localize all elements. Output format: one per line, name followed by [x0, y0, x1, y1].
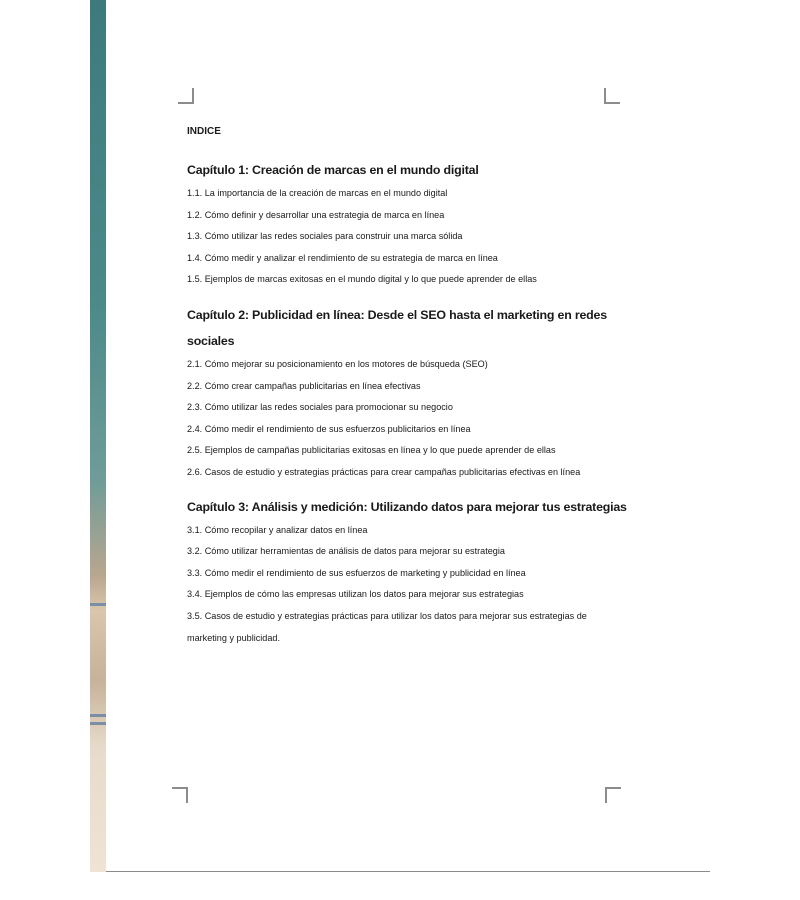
toc-item: 1.5. Ejemplos de marcas exitosas en el mundo digital y lo que puede aprender de ellas — [187, 274, 537, 285]
background-window-strip — [90, 0, 106, 872]
toc-item: 3.3. Cómo medir el rendimiento de sus esfuerzos de marketing y publicidad en línea — [187, 567, 526, 578]
toc-item: 2.1. Cómo mejorar su posicionamiento en los motores de búsqueda (SEO) — [187, 358, 488, 369]
toc-item: 3.4. Ejemplos de cómo las empresas utilizan los datos para mejorar sus estrategias — [187, 589, 524, 600]
chapter-title: Capítulo 2: Publicidad en línea: Desde el SEO hasta el marketing en redes sociales — [187, 307, 607, 348]
toc-item: 2.5. Ejemplos de campañas publicitarias exitosas en línea y lo que puede aprender de ellas — [187, 445, 556, 456]
toc-item: 2.2. Cómo crear campañas publicitarias en línea efectivas — [187, 380, 421, 391]
chapter-title: Capítulo 1: Creación de marcas en el mundo digital — [187, 163, 479, 177]
toc-item: 1.2. Cómo definir y desarrollar una estrategia de marca en línea — [187, 209, 445, 220]
toc-item: 2.4. Cómo medir el rendimiento de sus esfuerzos publicitarios en línea — [187, 423, 471, 434]
crop-mark-top-left — [178, 88, 194, 104]
index-title: INDICE — [187, 126, 221, 137]
toc-item: 3.2. Cómo utilizar herramientas de análisis de datos para mejorar su estrategia — [187, 546, 505, 557]
crop-mark-top-right — [604, 88, 620, 104]
chapter-title: Capítulo 3: Análisis y medición: Utilizando datos para mejorar tus estrategias — [187, 499, 627, 514]
crop-mark-bottom-right — [605, 787, 621, 803]
toc-item: 1.1. La importancia de la creación de marcas en el mundo digital — [187, 188, 448, 198]
chapter-1 — [187, 157, 627, 291]
background-detail — [90, 722, 106, 725]
table-of-contents — [187, 123, 627, 649]
toc-item: 3.1. Cómo recopilar y analizar datos en línea — [187, 524, 368, 535]
crop-mark-bottom-left — [172, 787, 188, 803]
document-page[interactable] — [106, 0, 710, 872]
toc-item: 3.5. Casos de estudio y estrategias prácticas para utilizar los datos para mejorar sus estrategias de marketing y publicidad. — [187, 610, 587, 643]
toc-item: 2.6. Casos de estudio y estrategias prácticas para crear campañas publicitarias efectivas en línea — [187, 466, 581, 477]
background-detail — [90, 714, 106, 717]
background-detail — [90, 603, 106, 606]
toc-item: 1.4. Cómo medir y analizar el rendimiento de su estrategia de marca en línea — [187, 252, 498, 263]
toc-item: 2.3. Cómo utilizar las redes sociales para promocionar su negocio — [187, 402, 453, 413]
chapter-2 — [187, 302, 627, 484]
chapter-3 — [187, 494, 627, 650]
toc-item: 1.3. Cómo utilizar las redes sociales para construir una marca sólida — [187, 231, 463, 242]
